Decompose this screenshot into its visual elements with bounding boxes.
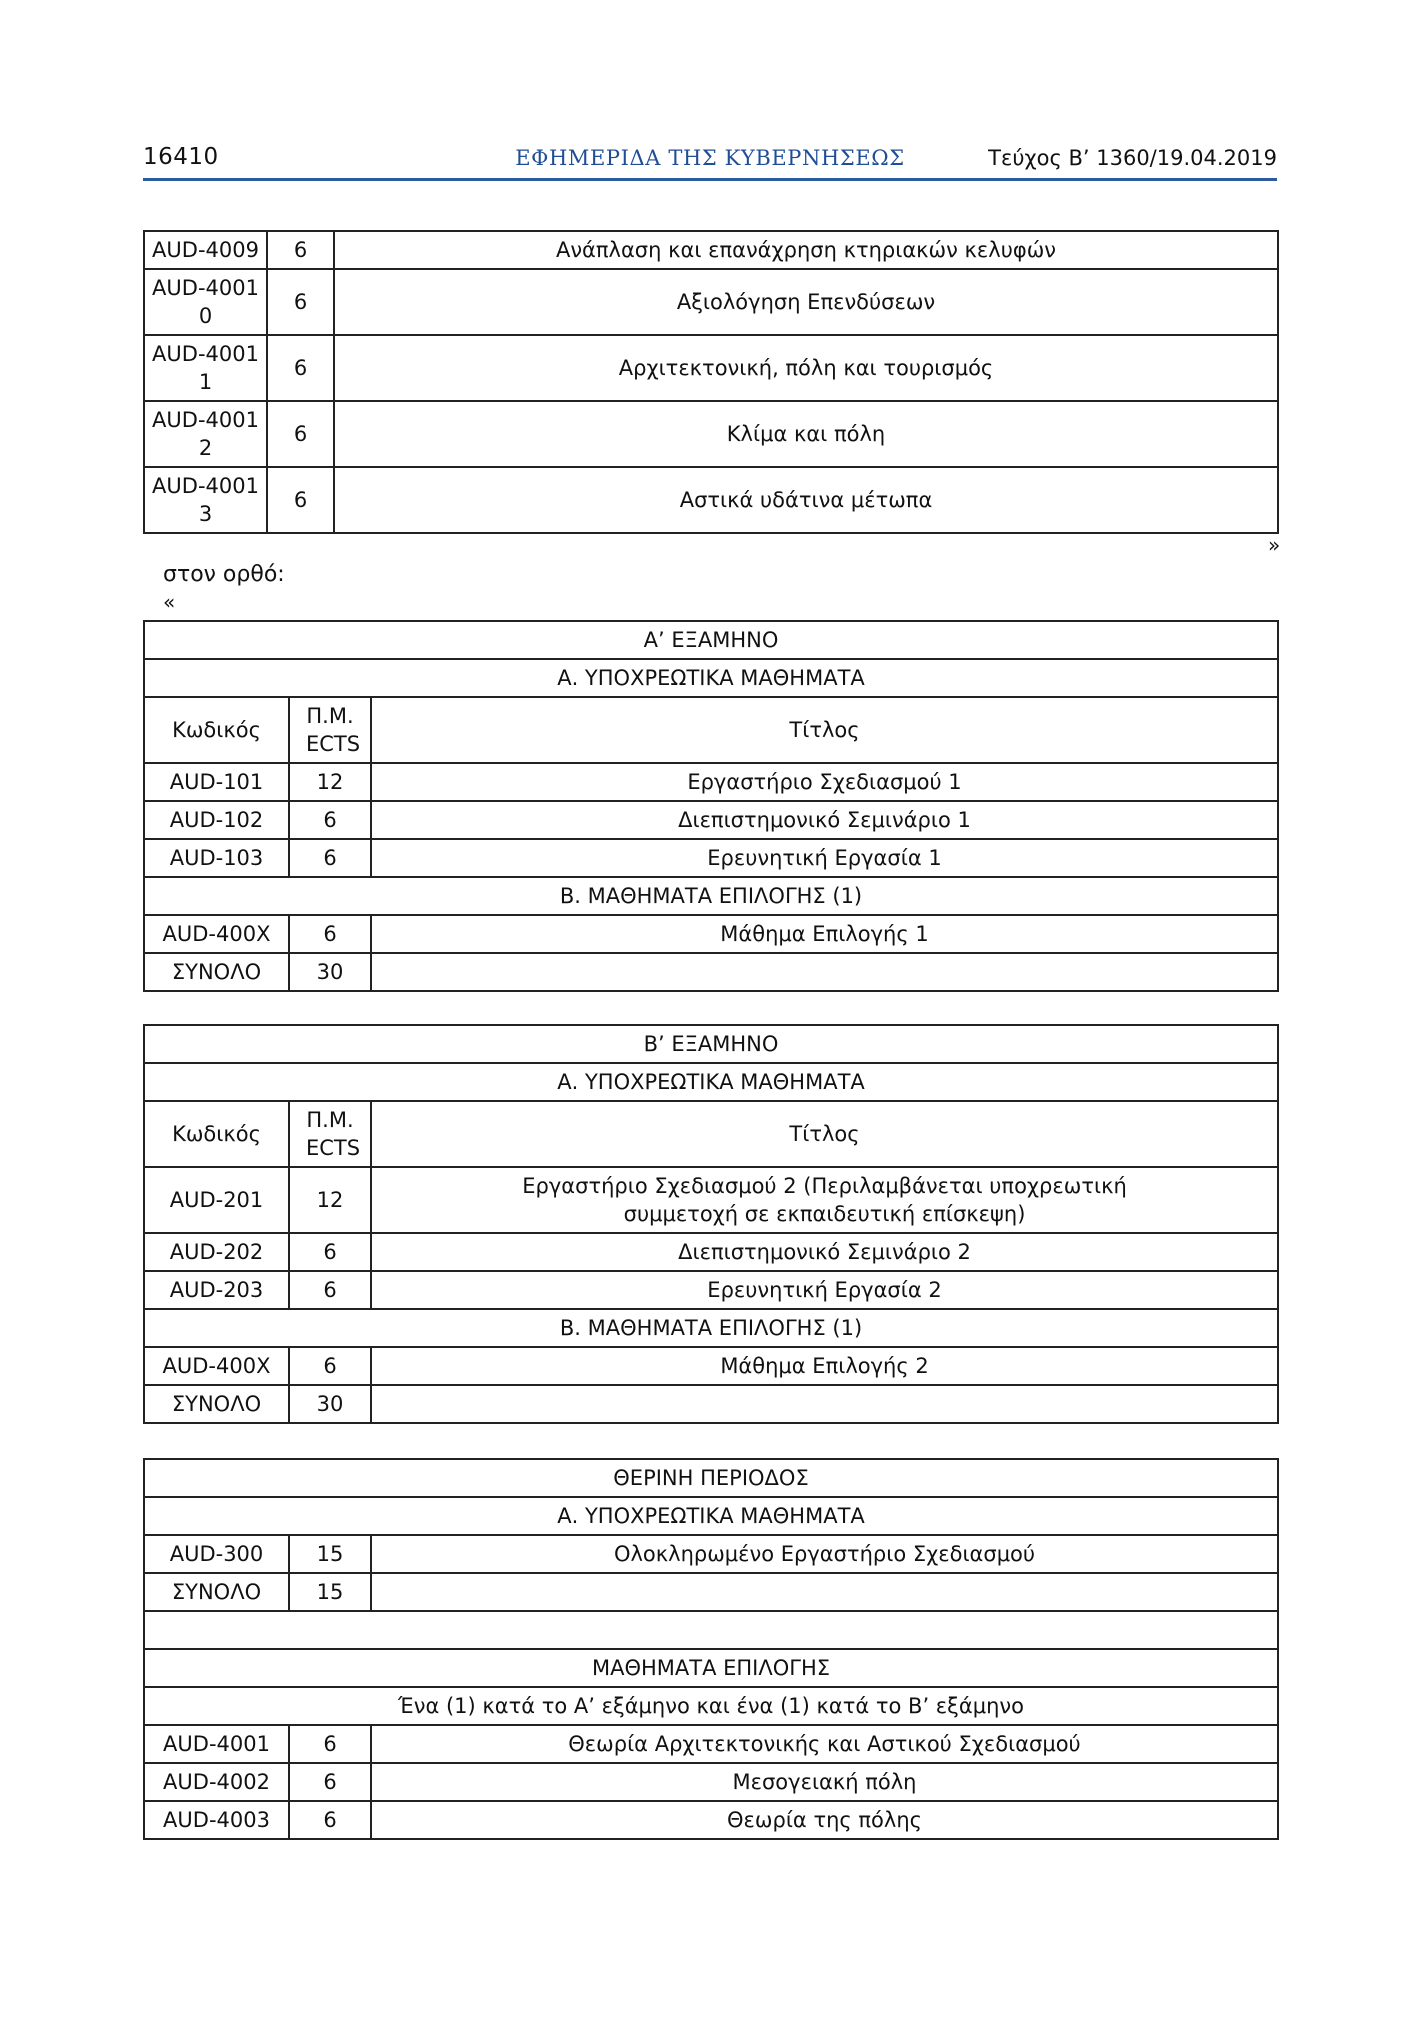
table-row xyxy=(144,1271,1278,1309)
column-header-ects: Π.Μ. ECTS xyxy=(289,697,371,763)
table-row xyxy=(144,1347,1278,1385)
page-header xyxy=(143,144,1277,180)
opening-quote: « xyxy=(163,590,176,614)
period-heading: ΘΕΡΙΝΗ ΠΕΡΙΟΔΟΣ xyxy=(144,1459,1278,1497)
course-ects: 6 xyxy=(289,1271,371,1309)
course-ects: 6 xyxy=(289,1347,371,1385)
course-ects: 12 xyxy=(289,1167,371,1233)
correction-note: στον ορθό: xyxy=(163,562,285,587)
table-row xyxy=(144,1167,1278,1233)
total-row xyxy=(144,953,1278,991)
course-code: AUD-202 xyxy=(144,1233,289,1271)
course-title: Αστικά υδάτινα μέτωπα xyxy=(334,467,1278,533)
column-headers xyxy=(144,1101,1278,1167)
table-row xyxy=(144,1763,1278,1801)
column-header-ects: Π.Μ. ECTS xyxy=(289,1101,371,1167)
electives-subheading: Ένα (1) κατά το Α’ εξάμηνο και ένα (1) κατά το Β’ εξάμηνο xyxy=(144,1687,1278,1725)
course-ects: 6 xyxy=(267,269,334,335)
course-code: AUD-300 xyxy=(144,1535,289,1573)
course-title: Εργαστήριο Σχεδιασμού 1 xyxy=(371,763,1278,801)
table-row xyxy=(144,467,1278,533)
section-heading: Β. ΜΑΘΗΜΑΤΑ ΕΠΙΛΟΓΗΣ (1) xyxy=(144,877,1278,915)
table-row xyxy=(144,801,1278,839)
table-row xyxy=(144,269,1278,335)
course-title: Μάθημα Επιλογής 2 xyxy=(371,1347,1278,1385)
course-code: AUD-103 xyxy=(144,839,289,877)
course-ects: 6 xyxy=(289,839,371,877)
table-row xyxy=(144,335,1278,401)
total-label: ΣΥΝΟΛΟ xyxy=(144,1385,289,1423)
total-value: 30 xyxy=(289,1385,371,1423)
section-heading: Α. ΥΠΟΧΡΕΩΤΙΚΑ ΜΑΘΗΜΑΤΑ xyxy=(144,659,1278,697)
course-code: AUD-4002 xyxy=(144,1763,289,1801)
course-code: AUD-400X xyxy=(144,1347,289,1385)
course-title: Μάθημα Επιλογής 1 xyxy=(371,915,1278,953)
course-code: AUD-40010 xyxy=(144,269,267,335)
course-code: AUD-4009 xyxy=(144,231,267,269)
course-code: AUD-4003 xyxy=(144,1801,289,1839)
section-heading: Α. ΥΠΟΧΡΕΩΤΙΚΑ ΜΑΘΗΜΑΤΑ xyxy=(144,1497,1278,1535)
table-row xyxy=(144,839,1278,877)
table-row xyxy=(144,763,1278,801)
column-header-title: Τίτλος xyxy=(371,1101,1278,1167)
course-ects: 6 xyxy=(289,801,371,839)
table-row xyxy=(144,401,1278,467)
column-header-code: Κωδικός xyxy=(144,1101,289,1167)
table-row xyxy=(144,1233,1278,1271)
column-headers xyxy=(144,697,1278,763)
total-value: 30 xyxy=(289,953,371,991)
table-row xyxy=(144,1725,1278,1763)
course-code: AUD-4001 xyxy=(144,1725,289,1763)
course-title: Αρχιτεκτονική, πόλη και τουρισμός xyxy=(334,335,1278,401)
total-value: 15 xyxy=(289,1573,371,1611)
table-row xyxy=(144,915,1278,953)
course-ects: 6 xyxy=(267,231,334,269)
course-title: Θεωρία Αρχιτεκτονικής και Αστικού Σχεδιασμού xyxy=(371,1725,1278,1763)
total-row xyxy=(144,1385,1278,1423)
total-label: ΣΥΝΟΛΟ xyxy=(144,1573,289,1611)
table-row xyxy=(144,1535,1278,1573)
course-code: AUD-40012 xyxy=(144,401,267,467)
course-ects: 6 xyxy=(289,1725,371,1763)
spacer-row xyxy=(144,1611,1278,1649)
electives-heading: ΜΑΘΗΜΑΤΑ ΕΠΙΛΟΓΗΣ xyxy=(144,1649,1278,1687)
summer-and-electives-table xyxy=(143,1458,1279,1840)
course-title: Διεπιστημονικό Σεμινάριο 1 xyxy=(371,801,1278,839)
total-label: ΣΥΝΟΛΟ xyxy=(144,953,289,991)
semester-a-table xyxy=(143,620,1279,992)
course-title: Αξιολόγηση Επενδύσεων xyxy=(334,269,1278,335)
course-title: Εργαστήριο Σχεδιασμού 2 (Περιλαμβάνεται υποχρεωτική συμμετοχή σε εκπαιδευτική επίσκεψη) xyxy=(371,1167,1278,1233)
section-heading: Β. ΜΑΘΗΜΑΤΑ ΕΠΙΛΟΓΗΣ (1) xyxy=(144,1309,1278,1347)
empty-cell xyxy=(371,1385,1278,1423)
course-code: AUD-203 xyxy=(144,1271,289,1309)
course-title: Διεπιστημονικό Σεμινάριο 2 xyxy=(371,1233,1278,1271)
issue-reference: Τεύχος Β’ 1360/19.04.2019 xyxy=(988,146,1277,170)
course-ects: 6 xyxy=(267,335,334,401)
total-row xyxy=(144,1573,1278,1611)
course-title: Μεσογειακή πόλη xyxy=(371,1763,1278,1801)
column-header-title: Τίτλος xyxy=(371,697,1278,763)
course-code: AUD-400X xyxy=(144,915,289,953)
closing-quote: » xyxy=(1268,533,1281,557)
course-title: Ανάπλαση και επανάχρηση κτηριακών κελυφών xyxy=(334,231,1278,269)
course-code: AUD-201 xyxy=(144,1167,289,1233)
empty-cell xyxy=(371,1573,1278,1611)
semester-b-table xyxy=(143,1024,1279,1424)
course-title: Θεωρία της πόλης xyxy=(371,1801,1278,1839)
semester-heading: Α’ ΕΞΑΜΗΝΟ xyxy=(144,621,1278,659)
course-title: Κλίμα και πόλη xyxy=(334,401,1278,467)
table-row xyxy=(144,231,1278,269)
course-ects: 15 xyxy=(289,1535,371,1573)
publication-title: ΕΦΗΜΕΡΙΔΑ ΤΗΣ ΚΥΒΕΡΝΗΣΕΩΣ xyxy=(515,146,905,170)
course-title: Ολοκληρωμένο Εργαστήριο Σχεδιασμού xyxy=(371,1535,1278,1573)
course-ects: 6 xyxy=(267,467,334,533)
page-number: 16410 xyxy=(143,144,219,170)
course-title: Ερευνητική Εργασία 2 xyxy=(371,1271,1278,1309)
course-ects: 12 xyxy=(289,763,371,801)
course-ects: 6 xyxy=(289,1801,371,1839)
section-heading: Α. ΥΠΟΧΡΕΩΤΙΚΑ ΜΑΘΗΜΑΤΑ xyxy=(144,1063,1278,1101)
course-ects: 6 xyxy=(289,1763,371,1801)
column-header-code: Κωδικός xyxy=(144,697,289,763)
header-rule xyxy=(143,178,1277,181)
course-code: AUD-40013 xyxy=(144,467,267,533)
semester-heading: Β’ ΕΞΑΜΗΝΟ xyxy=(144,1025,1278,1063)
course-ects: 6 xyxy=(289,1233,371,1271)
course-ects: 6 xyxy=(267,401,334,467)
table-row xyxy=(144,1801,1278,1839)
empty-cell xyxy=(371,953,1278,991)
course-title: Ερευνητική Εργασία 1 xyxy=(371,839,1278,877)
course-ects: 6 xyxy=(289,915,371,953)
course-code: AUD-101 xyxy=(144,763,289,801)
elective-courses-continuation-table xyxy=(143,230,1279,534)
course-code: AUD-102 xyxy=(144,801,289,839)
course-code: AUD-40011 xyxy=(144,335,267,401)
